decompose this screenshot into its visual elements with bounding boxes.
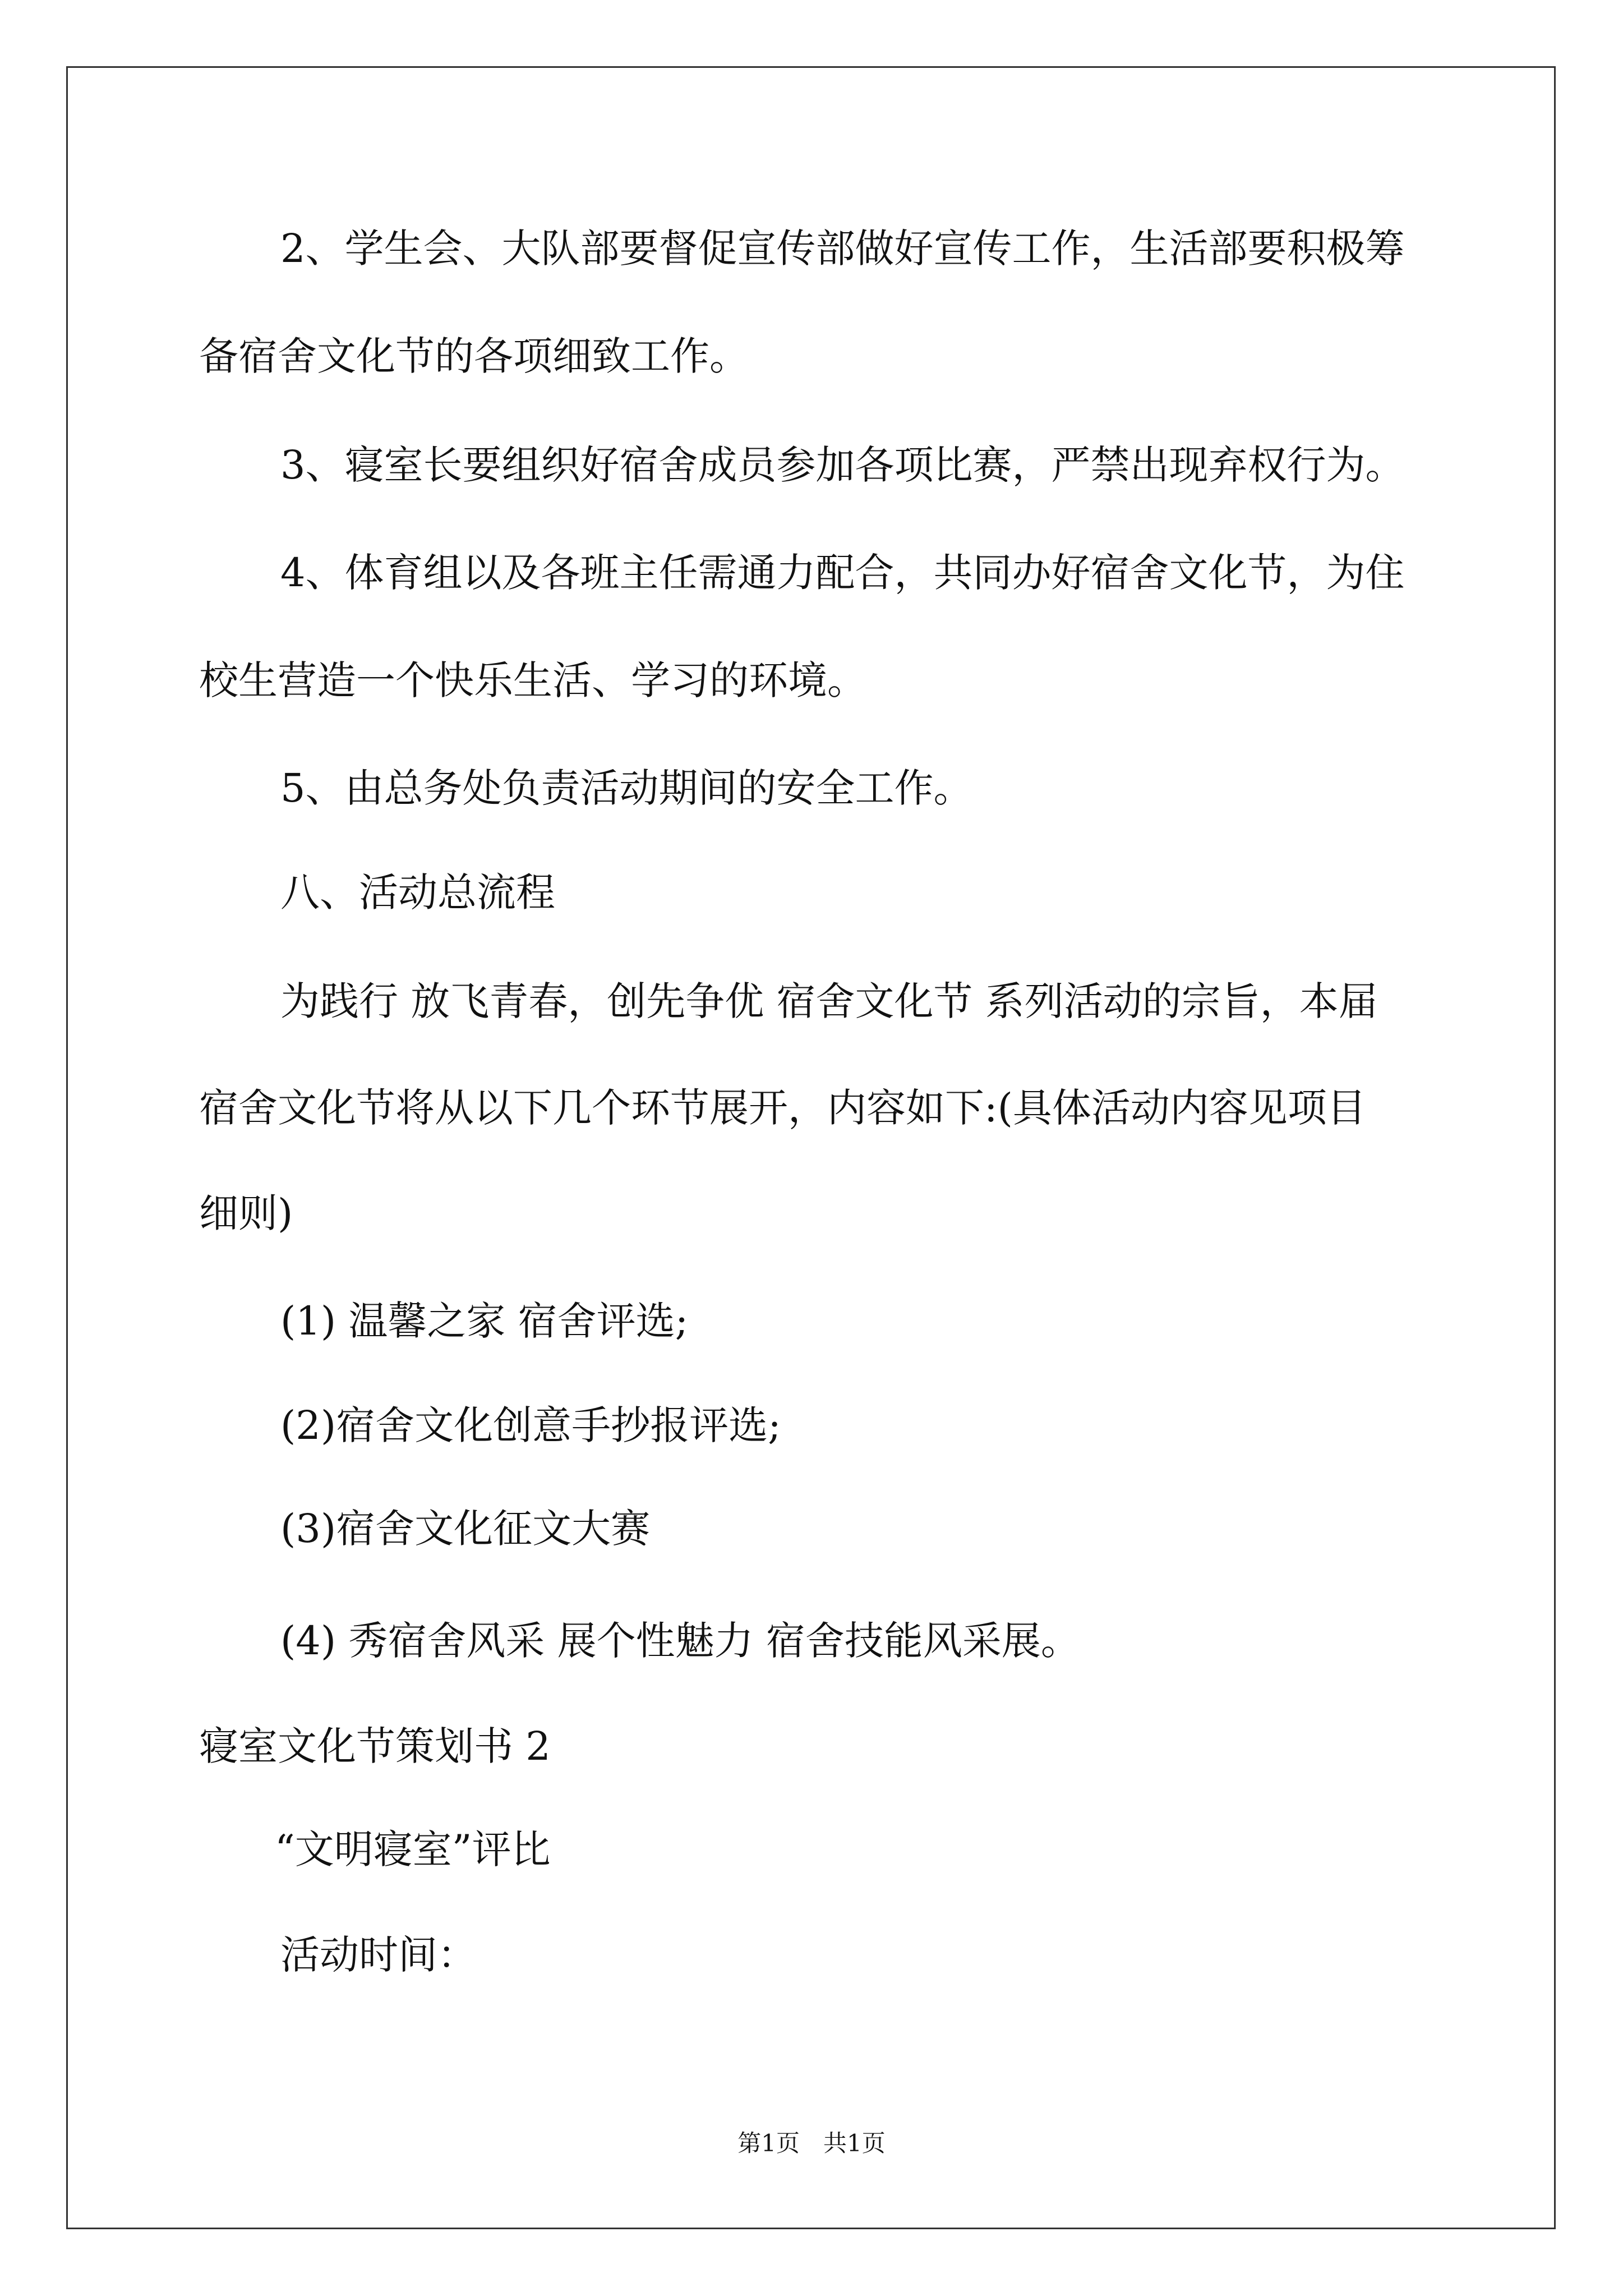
paragraph-line-1: 2、学生会、大队部要督促宣传部做好宣传工作，生活部要积极筹 <box>280 226 1405 272</box>
page-frame <box>66 66 1556 2229</box>
list-item-1: (1) 温馨之家 宿舍评选; <box>280 1298 689 1344</box>
paragraph-line-3: 3、寝室长要组织好宿舍成员参加各项比赛，严禁出现弃权行为。 <box>280 442 1405 488</box>
activity-time-label: 活动时间： <box>280 1932 477 1978</box>
paragraph-line-2: 备宿舍文化节的各项细致工作。 <box>199 333 749 379</box>
document-title: 寝室文化节策划书 2 <box>199 1723 551 1769</box>
list-item-2: (2)宿舍文化创意手抄报评选; <box>280 1402 781 1448</box>
list-item-4: (4) 秀宿舍风采 展个性魅力 宿舍技能风采展。 <box>280 1618 1080 1664</box>
section-heading: 八、活动总流程 <box>280 869 555 915</box>
paragraph-line-5: 校生营造一个快乐生活、学习的环境。 <box>199 657 866 703</box>
paragraph-line-7: 为践行 放飞青春，创先争优 宿舍文化节 系列活动的宗旨，本届 <box>280 978 1378 1024</box>
paragraph-line-8: 宿舍文化节将从以下几个环节展开，内容如下:(具体活动内容见项目 <box>199 1085 1366 1131</box>
paragraph-line-4: 4、体育组以及各班主任需通力配合，共同办好宿舍文化节，为住 <box>280 550 1405 596</box>
paragraph-line-9: 细则) <box>199 1190 293 1236</box>
page-footer: 第1页 共1页 <box>737 2129 886 2157</box>
list-item-3: (3)宿舍文化征文大赛 <box>280 1506 651 1552</box>
paragraph-line-6: 5、由总务处负责活动期间的安全工作。 <box>280 765 973 811</box>
subtitle: “文明寝室”评比 <box>275 1826 551 1872</box>
